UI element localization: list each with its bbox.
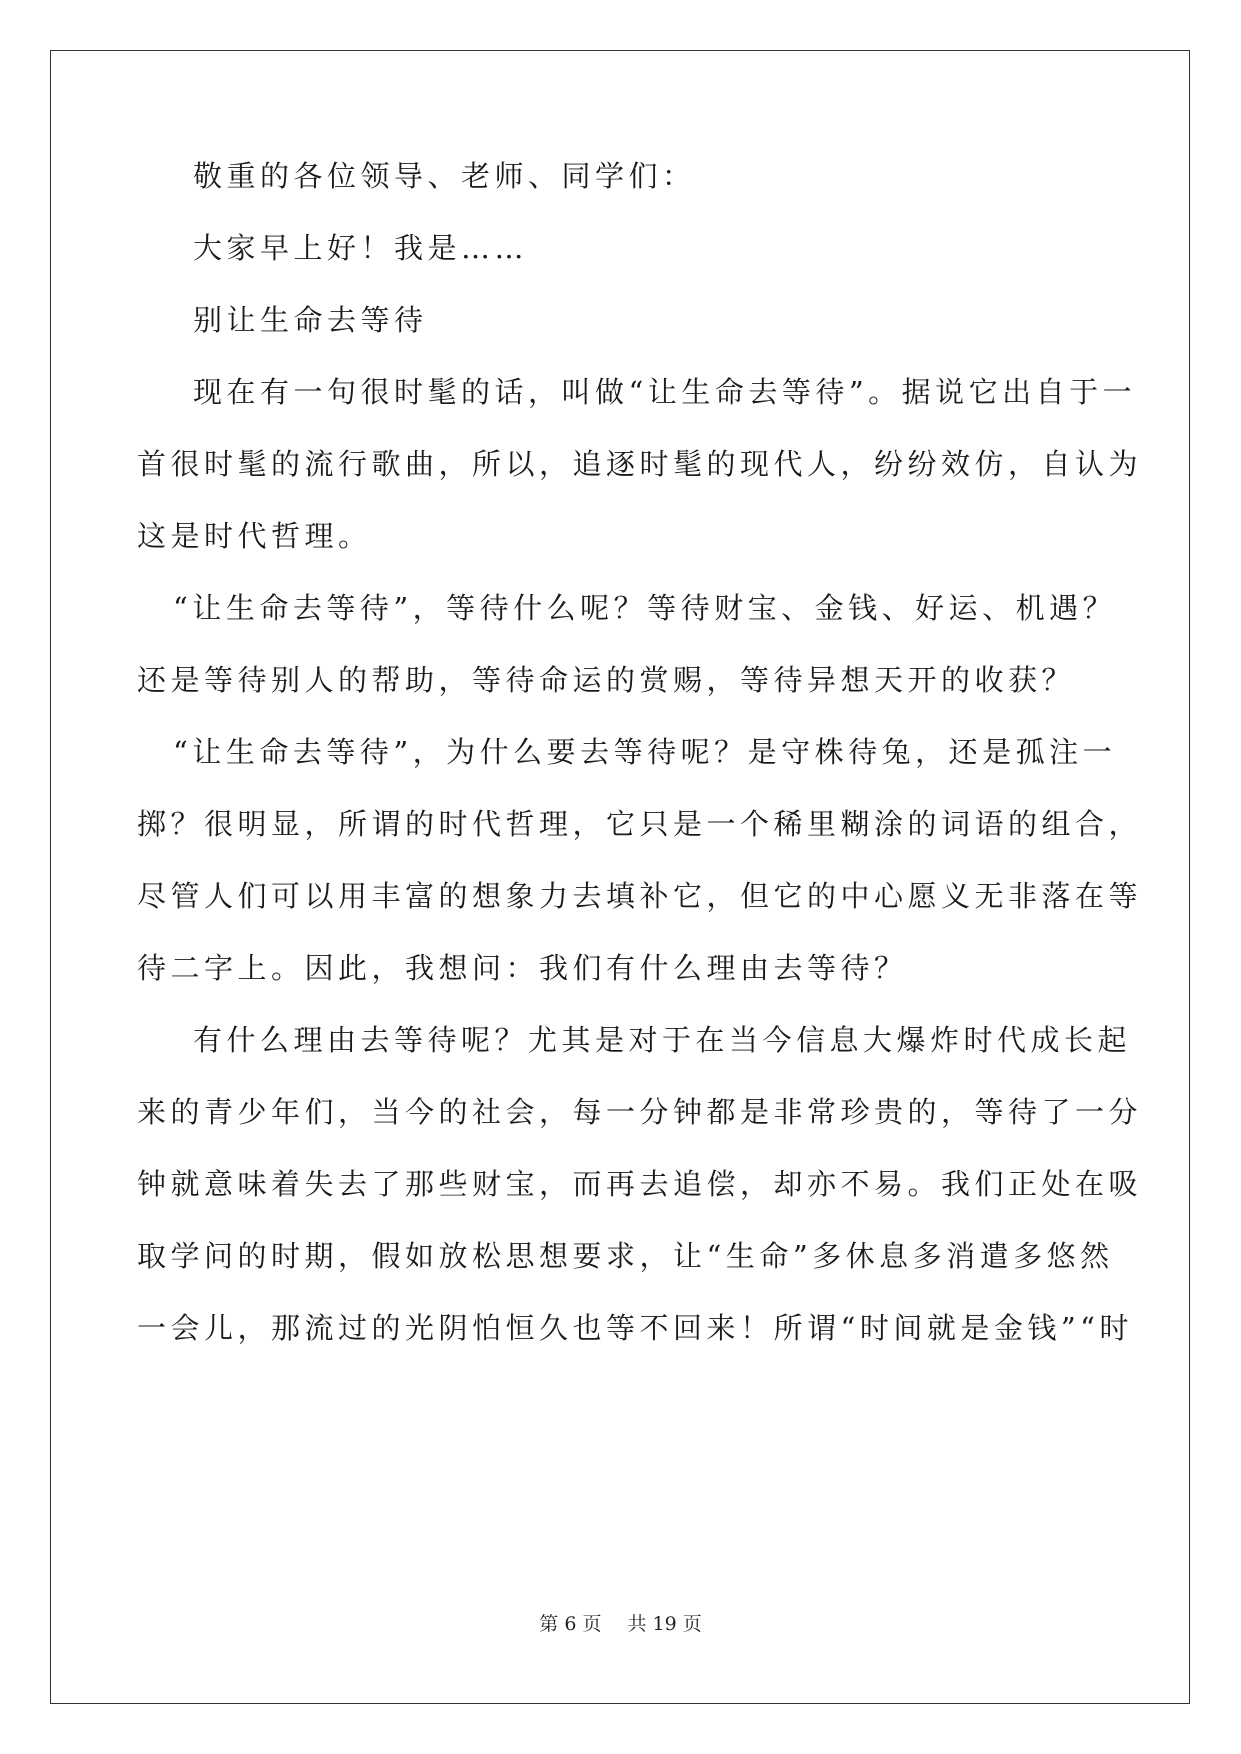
- paragraph-3-line-4: 待二字上。因此，我想问：我们有什么理由去等待？: [137, 951, 908, 985]
- paragraph-1-line-1: 现在有一句很时髦的话，叫做“让生命去等待”。据说它出自于一: [193, 375, 1137, 409]
- page-footer: [0, 1612, 1241, 1636]
- speech-title: 别让生命去等待: [193, 303, 428, 337]
- paragraph-1-line-3: 这是时代哲理。: [137, 519, 372, 553]
- paragraph-2-line-1: “让生命去等待”，等待什么呢？等待财宝、金钱、好运、机遇？: [173, 591, 1117, 625]
- paragraph-1-line-2: 首很时髦的流行歌曲，所以，追逐时髦的现代人，纷纷效仿，自认为: [137, 447, 1143, 481]
- page-total: 共 19 页: [627, 1613, 702, 1635]
- paragraph-2-line-2: 还是等待别人的帮助，等待命运的赏赐，等待异想天开的收获？: [137, 663, 1076, 697]
- paragraph-3-line-1: “让生命去等待”，为什么要去等待呢？是守株待兔，还是孤注一: [173, 735, 1117, 769]
- page-border: [50, 50, 1190, 1704]
- paragraph-4-line-3: 钟就意味着失去了那些财宝，而再去追偿，却亦不易。我们正处在吸: [137, 1167, 1143, 1201]
- salutation-line: 敬重的各位领导、老师、同学们：: [193, 159, 696, 193]
- paragraph-4-line-2: 来的青少年们，当今的社会，每一分钟都是非常珍贵的，等待了一分: [137, 1095, 1143, 1129]
- paragraph-3-line-2: 掷？很明显，所谓的时代哲理，它只是一个稀里糊涂的词语的组合，: [137, 807, 1143, 841]
- page-number: 第 6 页: [539, 1613, 602, 1635]
- greeting-line: 大家早上好！我是……: [193, 231, 529, 265]
- paragraph-4-line-5: 一会儿，那流过的光阴怕恒久也等不回来！所谓“时间就是金钱”“时: [137, 1311, 1133, 1345]
- paragraph-4-line-4: 取学问的时期，假如放松思想要求，让“生命”多休息多消遣多悠然: [137, 1239, 1114, 1273]
- paragraph-4-line-1: 有什么理由去等待呢？尤其是对于在当今信息大爆炸时代成长起: [193, 1023, 1132, 1057]
- paragraph-3-line-3: 尽管人们可以用丰富的想象力去填补它，但它的中心愿义无非落在等: [137, 879, 1143, 913]
